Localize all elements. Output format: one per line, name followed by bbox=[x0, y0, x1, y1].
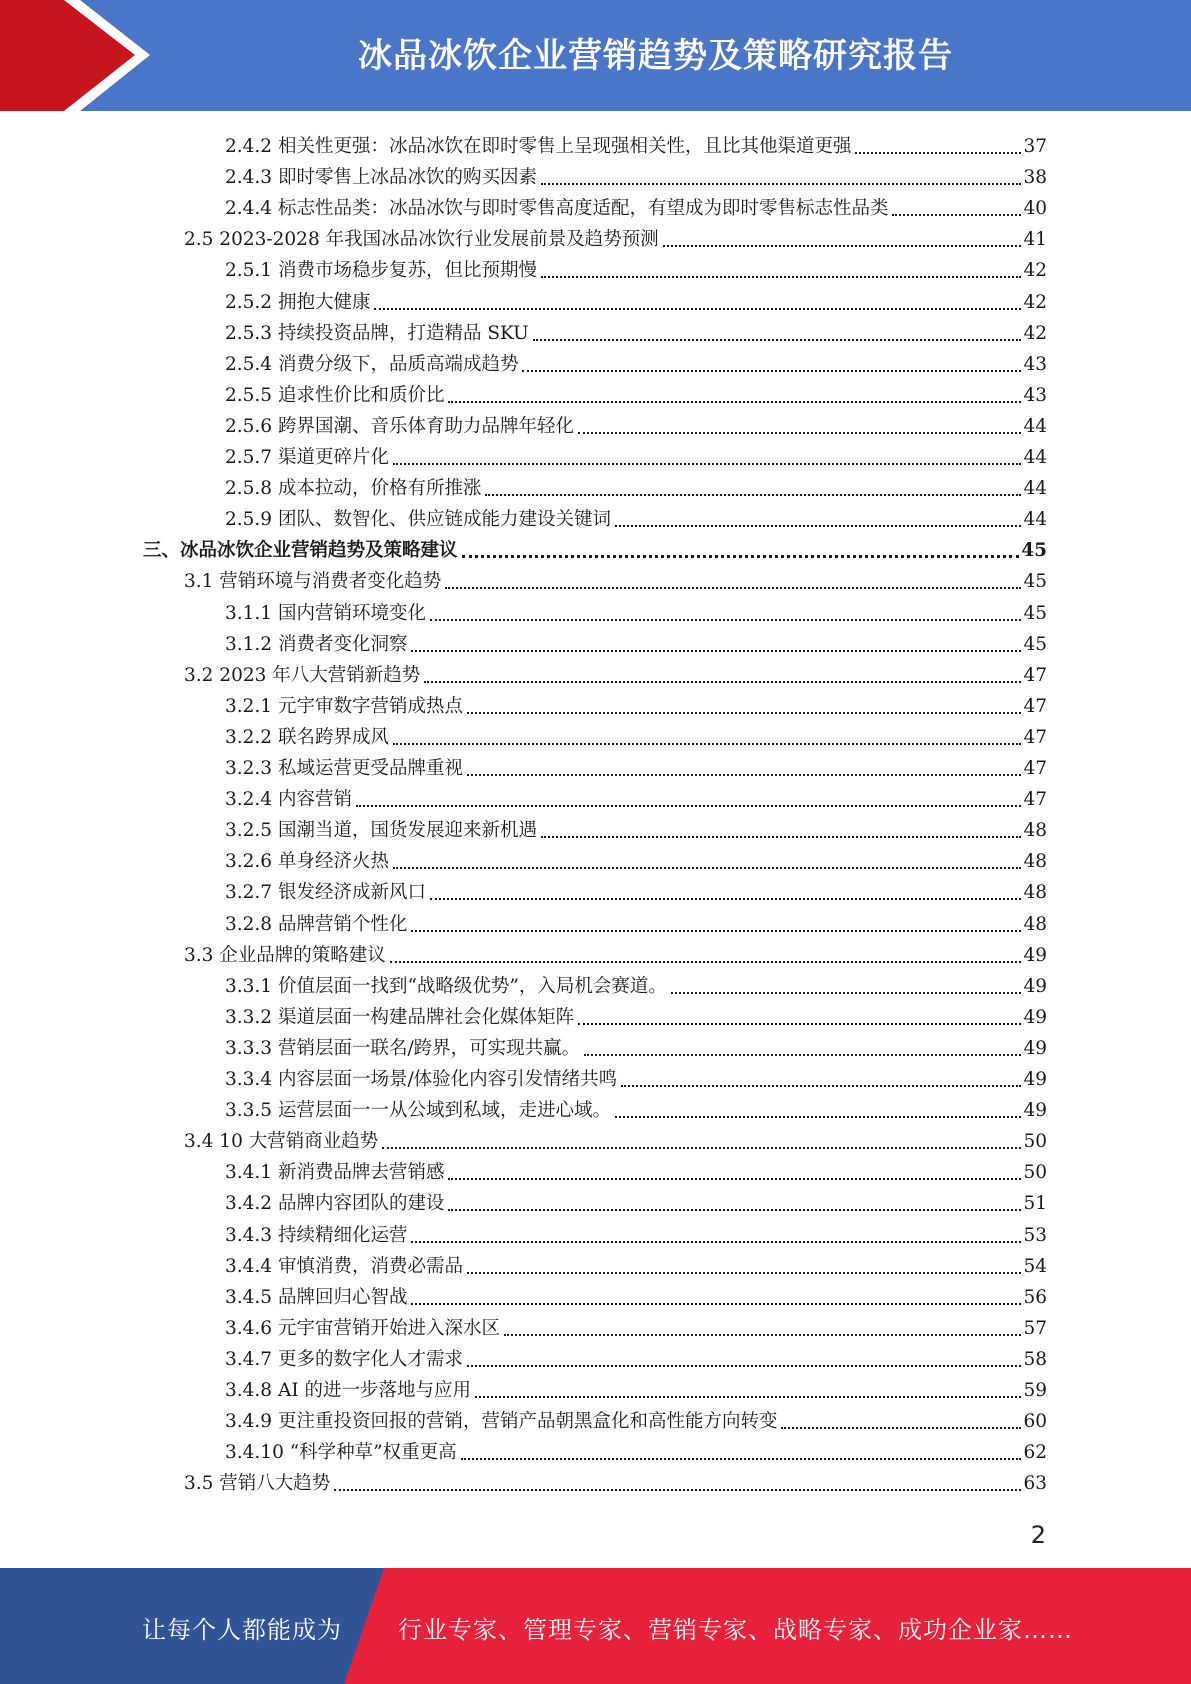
toc-entry-title: 3.3 企业品牌的策略建议 bbox=[184, 944, 386, 966]
toc-entry-title: 3.2.6 单身经济火热 bbox=[225, 851, 389, 873]
toc-entry-page: 44 bbox=[1023, 415, 1047, 437]
toc-entry-page: 45 bbox=[1023, 571, 1047, 593]
toc-entry[interactable] bbox=[225, 1217, 1047, 1248]
toc-dot-leader bbox=[334, 1488, 1021, 1491]
toc-entry-title: 3.3.3 营销层面一联名/跨界，可实现共赢。 bbox=[225, 1037, 581, 1059]
toc-entry-title: 3.4.4 审慎消费，消费必需品 bbox=[225, 1255, 463, 1277]
toc-dot-leader bbox=[382, 1146, 1021, 1149]
toc-entry[interactable] bbox=[225, 439, 1047, 470]
toc-dot-leader bbox=[615, 524, 1021, 527]
toc-entry-page: 41 bbox=[1023, 229, 1047, 251]
toc-entry[interactable] bbox=[225, 595, 1047, 626]
page-header bbox=[0, 0, 1191, 111]
toc-entry-title: 2.5.5 追求性价比和质价比 bbox=[225, 384, 445, 406]
toc-entry-title: 3.3.5 运营层面一一从公域到私域，走进心域。 bbox=[225, 1100, 611, 1122]
toc-dot-leader bbox=[467, 711, 1021, 714]
toc-entry-title: 三、冰品冰饮企业营销趋势及策略建议 bbox=[143, 540, 458, 562]
toc-dot-leader bbox=[445, 586, 1021, 589]
toc-dot-leader bbox=[393, 462, 1021, 465]
toc-entry-title: 3.2.2 联名跨界成风 bbox=[225, 726, 389, 748]
toc-entry-page: 47 bbox=[1023, 758, 1047, 779]
toc-entry-title: 3.2.4 内容营销 bbox=[225, 789, 352, 811]
toc-dot-leader bbox=[411, 649, 1021, 652]
toc-dot-leader bbox=[390, 960, 1022, 963]
toc-entry[interactable] bbox=[225, 377, 1047, 408]
toc-entry-page: 54 bbox=[1023, 1255, 1047, 1277]
toc-entry-page: 43 bbox=[1023, 384, 1047, 406]
toc-entry-title: 3.3.2 渠道层面一构建品牌社会化媒体矩阵 bbox=[225, 1006, 574, 1028]
toc-entry-page: 49 bbox=[1023, 1069, 1047, 1090]
toc-dot-leader bbox=[855, 151, 1021, 154]
toc-dot-leader bbox=[467, 1364, 1021, 1367]
toc-entry-page: 42 bbox=[1023, 260, 1047, 282]
toc-entry-title: 3.3.4 内容层面一场景/体验化内容引发情绪共鸣 bbox=[225, 1069, 618, 1090]
toc-dot-leader bbox=[393, 866, 1021, 869]
toc-entry-page: 62 bbox=[1023, 1442, 1047, 1464]
toc-entry[interactable] bbox=[225, 128, 1047, 159]
toc-entry-title: 3.2 2023 年八大营销新趋势 bbox=[184, 664, 421, 686]
toc-entry-title: 2.5.8 成本拉动，价格有所推涨 bbox=[225, 478, 482, 500]
toc-entry[interactable] bbox=[143, 532, 1047, 563]
toc-entry-page: 53 bbox=[1023, 1224, 1047, 1246]
toc-entry-page: 49 bbox=[1023, 1006, 1047, 1028]
toc-entry-title: 3.4 10 大营销商业趋势 bbox=[184, 1131, 379, 1153]
toc-entry-title: 2.5.3 持续投资品牌，打造精品 SKU bbox=[225, 322, 529, 344]
toc-entry-title: 3.2.8 品牌营销个性化 bbox=[225, 913, 408, 935]
toc-entry-page: 44 bbox=[1023, 478, 1047, 500]
toc-entry[interactable] bbox=[225, 470, 1047, 501]
toc-dot-leader bbox=[430, 618, 1021, 621]
toc-dot-leader bbox=[448, 400, 1021, 403]
toc-entry-page: 37 bbox=[1023, 136, 1047, 157]
toc-entry-title: 3.4.5 品牌回归心智战 bbox=[225, 1286, 408, 1308]
toc-dot-leader bbox=[781, 1426, 1021, 1429]
toc-entry[interactable] bbox=[225, 1092, 1047, 1123]
toc-entry[interactable] bbox=[225, 1030, 1047, 1061]
toc-entry-title: 3.4.9 更注重投资回报的营销，营销产品朝黑盒化和高性能方向转变 bbox=[225, 1411, 778, 1433]
toc-entry[interactable] bbox=[225, 1403, 1047, 1434]
toc-entry-title: 3.4.1 新消费品牌去营销感 bbox=[225, 1162, 445, 1184]
toc-entry[interactable] bbox=[225, 688, 1047, 719]
toc-entry[interactable] bbox=[225, 284, 1047, 315]
toc-entry-page: 48 bbox=[1023, 851, 1047, 873]
toc-entry-page: 49 bbox=[1023, 975, 1047, 997]
toc-entry-title: 2.5.7 渠道更碎片化 bbox=[225, 447, 389, 468]
toc-entry[interactable] bbox=[225, 1372, 1047, 1403]
toc-entry-page: 43 bbox=[1023, 353, 1047, 375]
toc-entry-page: 47 bbox=[1023, 726, 1047, 748]
toc-entry-page: 59 bbox=[1023, 1380, 1047, 1401]
toc-dot-leader bbox=[584, 1053, 1021, 1056]
toc-dot-leader bbox=[411, 1302, 1021, 1305]
toc-entry-page: 57 bbox=[1023, 1317, 1047, 1339]
toc-dot-leader bbox=[671, 991, 1022, 994]
toc-entry-title: 3.3.1 价值层面一找到“战略级优势”，入局机会赛道。 bbox=[225, 975, 667, 997]
toc-dot-leader bbox=[475, 1395, 1021, 1398]
toc-dot-leader bbox=[461, 1457, 1022, 1460]
toc-entry-page: 45 bbox=[1023, 633, 1047, 655]
toc-entry[interactable] bbox=[225, 1310, 1047, 1341]
toc-entry-page: 48 bbox=[1023, 882, 1047, 904]
toc-entry-title: 3.2.3 私域运营更受品牌重视 bbox=[225, 758, 463, 779]
toc-entry-title: 3.2.1 元宇审数字营销成热点 bbox=[225, 695, 463, 717]
toc-entry-page: 42 bbox=[1023, 291, 1047, 313]
toc-entry[interactable] bbox=[225, 1341, 1047, 1372]
toc-entry[interactable] bbox=[225, 1248, 1047, 1279]
toc-entry-title: 2.4.2 相关性更强：冰品冰饮在即时零售上呈现强相关性，且比其他渠道更强 bbox=[225, 136, 852, 157]
toc-entry[interactable] bbox=[184, 1123, 1047, 1154]
toc-entry-title: 3.2.7 银发经济成新风口 bbox=[225, 882, 426, 904]
toc-dot-leader bbox=[663, 244, 1022, 247]
toc-dot-leader bbox=[393, 742, 1021, 745]
toc-entry[interactable] bbox=[225, 781, 1047, 812]
toc-entry[interactable] bbox=[225, 1185, 1047, 1216]
toc-entry[interactable] bbox=[184, 221, 1047, 252]
toc-dot-leader bbox=[541, 275, 1021, 278]
toc-entry-title: 3.4.2 品牌内容团队的建设 bbox=[225, 1193, 445, 1215]
toc-entry-title: 3.5 营销八大趋势 bbox=[184, 1473, 331, 1495]
toc-dot-leader bbox=[578, 1022, 1021, 1025]
toc-entry-page: 38 bbox=[1023, 167, 1047, 189]
toc-entry-page: 40 bbox=[1023, 198, 1047, 220]
toc-entry-title: 2.5.2 拥抱大健康 bbox=[225, 291, 371, 313]
toc-entry-page: 42 bbox=[1023, 322, 1047, 344]
toc-dot-leader bbox=[533, 338, 1022, 341]
toc-entry[interactable] bbox=[225, 812, 1047, 843]
toc-entry-title: 3.4.10 “科学种草”权重更高 bbox=[225, 1442, 457, 1464]
toc-entry[interactable] bbox=[225, 968, 1047, 999]
toc-dot-leader bbox=[621, 1084, 1021, 1087]
toc-entry-page: 50 bbox=[1023, 1162, 1047, 1184]
toc-dot-leader bbox=[448, 1208, 1021, 1211]
toc-dot-leader bbox=[541, 835, 1021, 838]
toc-entry-page: 49 bbox=[1023, 944, 1047, 966]
toc-entry-title: 3.4.3 持续精细化运营 bbox=[225, 1224, 408, 1246]
toc-dot-leader bbox=[462, 554, 1020, 558]
toc-dot-leader bbox=[541, 182, 1021, 185]
toc-entry-page: 49 bbox=[1023, 1100, 1047, 1122]
toc-entry-title: 3.1.1 国内营销环境变化 bbox=[225, 602, 426, 624]
toc-dot-leader bbox=[374, 307, 1021, 310]
toc-dot-leader bbox=[578, 431, 1021, 434]
toc-entry-page: 49 bbox=[1023, 1037, 1047, 1059]
footer-slogan-left: 让每个人都能成为 bbox=[142, 1616, 342, 1644]
toc-entry-page: 60 bbox=[1023, 1411, 1047, 1433]
toc-entry-title: 3.4.7 更多的数字化人才需求 bbox=[225, 1348, 463, 1370]
toc-entry-page: 50 bbox=[1023, 1131, 1047, 1153]
toc-entry[interactable] bbox=[225, 750, 1047, 781]
toc-entry-title: 2.5 2023-2028 年我国冰品冰饮行业发展前景及趋势预测 bbox=[184, 229, 659, 251]
toc-dot-leader bbox=[892, 213, 1021, 216]
toc-dot-leader bbox=[467, 773, 1021, 776]
toc-entry[interactable] bbox=[225, 159, 1047, 190]
toc-entry[interactable] bbox=[225, 906, 1047, 937]
toc-entry-page: 44 bbox=[1023, 447, 1047, 468]
toc-entry[interactable] bbox=[184, 563, 1047, 594]
toc-entry-title: 3.1.2 消费者变化洞察 bbox=[225, 633, 408, 655]
toc-dot-leader bbox=[430, 897, 1021, 900]
toc-entry[interactable] bbox=[225, 252, 1047, 283]
toc-entry[interactable] bbox=[225, 719, 1047, 750]
toc-entry-page: 47 bbox=[1023, 789, 1047, 811]
toc-dot-leader bbox=[448, 1177, 1021, 1180]
toc-entry[interactable] bbox=[225, 626, 1047, 657]
toc-entry-page: 63 bbox=[1023, 1473, 1047, 1495]
toc-entry[interactable] bbox=[225, 1061, 1047, 1092]
toc-entry[interactable] bbox=[225, 999, 1047, 1030]
toc-dot-leader bbox=[504, 1333, 1021, 1336]
toc-entry-page: 58 bbox=[1023, 1348, 1047, 1370]
toc-entry[interactable] bbox=[225, 843, 1047, 874]
toc-entry-page: 47 bbox=[1023, 695, 1047, 717]
toc-entry-page: 45 bbox=[1023, 602, 1047, 624]
toc-entry-title: 2.4.3 即时零售上冰品冰饮的购买因素 bbox=[225, 167, 537, 189]
footer-slogan-right: 行业专家、管理专家、营销专家、战略专家、成功企业家…… bbox=[398, 1616, 1073, 1644]
toc-entry-title: 2.5.1 消费市场稳步复苏，但比预期慢 bbox=[225, 260, 537, 282]
toc-dot-leader bbox=[467, 1271, 1021, 1274]
toc-entry-page: 48 bbox=[1023, 820, 1047, 842]
toc-entry-title: 2.5.9 团队、数智化、供应链成能力建设关键词 bbox=[225, 509, 611, 531]
toc-dot-leader bbox=[411, 929, 1021, 932]
toc-entry-title: 2.4.4 标志性品类：冰品冰饮与即时零售高度适配，有望成为即时零售标志性品类 bbox=[225, 198, 889, 220]
toc-entry[interactable] bbox=[184, 657, 1047, 688]
toc-entry[interactable] bbox=[184, 937, 1047, 968]
toc-entry[interactable] bbox=[225, 1154, 1047, 1185]
toc-entry-title: 3.4.8 AI 的进一步落地与应用 bbox=[225, 1380, 472, 1401]
header-title: 冰品冰饮企业营销趋势及策略研究报告 bbox=[358, 36, 953, 76]
toc-entry-page: 48 bbox=[1023, 913, 1047, 935]
toc-entry-page: 44 bbox=[1023, 509, 1047, 531]
toc-entry[interactable] bbox=[225, 1279, 1047, 1310]
toc-entry-page: 51 bbox=[1023, 1193, 1047, 1215]
toc-dot-leader bbox=[485, 493, 1021, 496]
page-footer bbox=[0, 1568, 1191, 1684]
toc-entry-title: 2.5.6 跨界国潮、音乐体育助力品牌年轻化 bbox=[225, 415, 574, 437]
toc-entry[interactable] bbox=[225, 190, 1047, 221]
toc-dot-leader bbox=[411, 1240, 1021, 1243]
toc-entry[interactable] bbox=[225, 874, 1047, 905]
toc-entry-page: 56 bbox=[1023, 1286, 1047, 1308]
toc-entry-page: 45 bbox=[1021, 540, 1047, 562]
toc-entry-title: 2.5.4 消费分级下，品质高端成趋势 bbox=[225, 353, 519, 375]
toc-dot-leader bbox=[424, 680, 1021, 683]
toc-entry-title: 3.4.6 元宇宙营销开始进入深水区 bbox=[225, 1317, 500, 1339]
toc-entry[interactable] bbox=[225, 501, 1047, 532]
toc-entry[interactable] bbox=[225, 315, 1047, 346]
toc-dot-leader bbox=[356, 804, 1022, 807]
toc-dot-leader bbox=[615, 1115, 1021, 1118]
toc-entry[interactable] bbox=[225, 408, 1047, 439]
toc-entry-title: 3.2.5 国潮当道，国货发展迎来新机遇 bbox=[225, 820, 537, 842]
toc-dot-leader bbox=[522, 369, 1021, 372]
page-number: 2 bbox=[1030, 1521, 1046, 1549]
toc-entry[interactable] bbox=[225, 1434, 1047, 1465]
toc-entry[interactable] bbox=[225, 346, 1047, 377]
toc-entry-title: 3.1 营销环境与消费者变化趋势 bbox=[184, 571, 442, 593]
toc-entry-page: 47 bbox=[1023, 664, 1047, 686]
toc-entry[interactable] bbox=[184, 1465, 1047, 1496]
